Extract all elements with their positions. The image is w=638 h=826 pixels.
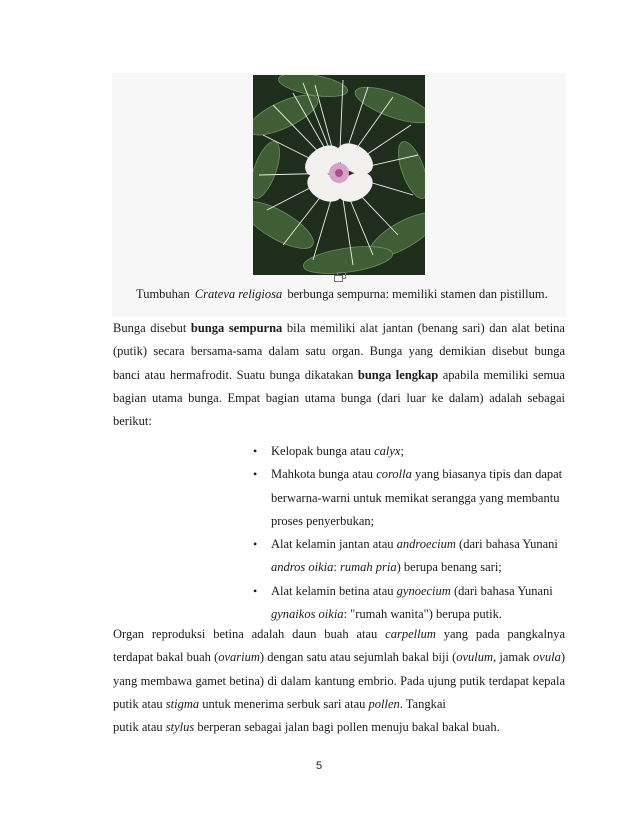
bullet-icon: • [253, 467, 258, 482]
page-number: 5 [315, 760, 323, 772]
list-item: • Mahkota bunga atau corolla yang biasanya tipis dan dapat berwarna-warni untuk memikat serangga yang membantu proses penyerbukan; [250, 463, 570, 533]
para1-line4: bagian utama bunga. Empat bagian utama bunga (dari luar ke dalam) adalah sebagai [113, 390, 565, 405]
para1-line2: (putik) secara bersama-sama dalam satu organ. Bunga yang demikian disebut bunga [113, 344, 565, 359]
para1-line3: banci atau hermafrodit. Suatu bunga dikatakan bunga lengkap apabila memiliki semua [113, 367, 565, 382]
list-item: • Alat kelamin betina atau gynoecium (dari bahasa Yunani gynaikos oikia: "rumah wanita") berupa putik. [250, 580, 570, 627]
expand-image-icon[interactable] [334, 272, 346, 282]
para2-line1: Organ reproduksi betina adalah daun buah atau carpellum yang pada pangkalnya [113, 627, 565, 641]
para2-line4: putik atau stigma untuk menerima serbuk sari atau pollen. Tangkai [113, 696, 446, 711]
photo-flower-icon [253, 75, 425, 275]
flower-parts-list [250, 440, 570, 626]
para1-line1: Bunga disebut bunga sempurna bila memiliki alat jantan (benang sari) dan alat betina [113, 321, 565, 335]
figure [112, 73, 566, 317]
bullet-icon: • [253, 444, 258, 458]
list-item: • Kelopak bunga atau calyx; [250, 440, 570, 463]
list-item: • Alat kelamin jantan atau androecium (dari bahasa Yunani andros oikia: rumah pria) berupa benang sari; [250, 533, 570, 580]
paragraph-bunga-sempurna [113, 317, 565, 433]
paragraph-organ-reproduksi [113, 623, 565, 739]
bullet-icon: • [253, 537, 258, 552]
para2-line2: terdapat bakal buah (ovarium) dengan satu atau sejumlah bakal biji (ovulum, jamak ovula) [113, 650, 565, 665]
para1-line5: berikut: [113, 414, 152, 429]
para2-line3: yang membawa gamet betina) di dalam kantung embrio. Pada ujung putik terdapat kepala [113, 673, 565, 688]
bullet-icon: • [253, 583, 258, 598]
para2-line5: putik atau stylus berperan sebagai jalan bagi pollen menuju bakal bakal buah. [113, 720, 500, 735]
figure-caption: Tumbuhan Crateva religiosa berbunga sempurna: memiliki stamen dan pistillum. [136, 287, 548, 301]
